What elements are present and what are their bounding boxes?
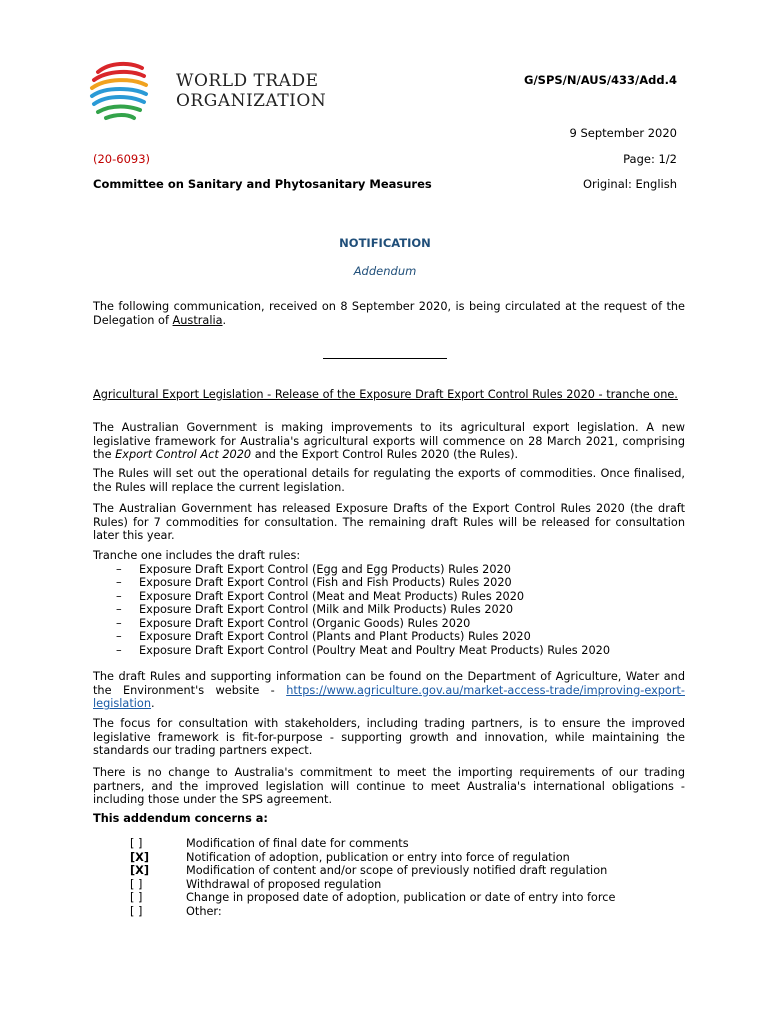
wto-logo-icon	[84, 58, 174, 128]
separator-line	[323, 358, 447, 359]
checklist-item: [ ] Withdrawal of proposed regulation	[130, 877, 382, 891]
page-number: Page: 1/2	[623, 152, 677, 166]
checklist-item: [ ] Other:	[130, 904, 222, 918]
list-item: – Exposure Draft Export Control (Poultry Meat and Poultry Meat Products) Rules 2020	[93, 644, 685, 658]
addendum-subtitle: Addendum	[353, 264, 417, 278]
paragraph-2: The Rules will set out the operational details for regulating the exports of commodities. Once finalised, the Rules will replace the current legislation.	[93, 467, 685, 494]
tranche-intro: Tranche one includes the draft rules:	[93, 549, 301, 562]
checklist-item: [X] Notification of adoption, publication or entry into force of regulation	[130, 850, 570, 864]
concerns-heading: This addendum concerns a:	[93, 812, 268, 825]
list-item: – Exposure Draft Export Control (Organic Goods) Rules 2020	[93, 617, 685, 631]
checklist-item: [ ] Modification of final date for comments	[130, 837, 409, 850]
document-symbol: G/SPS/N/AUS/433/Add.4	[524, 73, 677, 87]
list-item: – Exposure Draft Export Control (Meat and Meat Products) Rules 2020	[93, 590, 685, 604]
org-name-line1: WORLD TRADE	[176, 71, 319, 91]
notification-title: NOTIFICATION	[339, 236, 431, 250]
original-language: Original: English	[582, 177, 677, 191]
country-name: Australia	[172, 313, 223, 327]
checklist-item: [ ] Change in proposed date of adoption, publication or date of entry into force	[130, 891, 616, 904]
paragraph-4: The draft Rules and supporting information can be found on the Department of Agriculture, Water and the Environment's website - https://www.agriculture.gov.au/market-access-trade/improving-export-legislation.	[93, 670, 685, 710]
document-date: 9 September 2020	[569, 126, 677, 140]
agriculture-website-link[interactable]: https://www.agriculture.gov.au/market-access-trade/improving-export-legislation	[93, 683, 685, 710]
paragraph-5: The focus for consultation with stakeholders, including trading partners, is to ensure the improved legislative framework is fit-for-purpose - supporting growth and innovation, while maintaining the standards our trading partners expect.	[93, 717, 685, 757]
intro-paragraph: The following communication, received on 8 September 2020, is being circulated at the request of the Delegation of Australia.	[93, 300, 685, 327]
reference-number: (20-6093)	[93, 152, 151, 166]
paragraph-1: The Australian Government is making improvements to its agricultural export legislation. A new legislative framework for Australia's agricultural exports will commence on 28 March 2021, comprising the Export Control Act 2020 and the Export Control Rules 2020 (the Rules).	[93, 421, 685, 461]
checkbox: [X]	[130, 864, 150, 877]
org-name	[176, 71, 326, 111]
checklist-item: [X] Modification of content and/or scope of previously notified draft regulation	[130, 864, 608, 877]
list-item: – Exposure Draft Export Control (Egg and Egg Products) Rules 2020	[93, 563, 685, 577]
list-item: – Exposure Draft Export Control (Milk and Milk Products) Rules 2020	[93, 603, 685, 617]
tranche-list	[93, 549, 685, 657]
checkbox: [ ]	[130, 904, 143, 918]
checkbox: [X]	[130, 850, 150, 864]
list-item: – Exposure Draft Export Control (Plants and Plant Products) Rules 2020	[93, 630, 685, 644]
subject-heading: Agricultural Export Legislation - Release of the Exposure Draft Export Control Rules 2020 - tranche one.	[93, 388, 678, 401]
checkbox: [ ]	[130, 877, 143, 891]
paragraph-6: There is no change to Australia's commitment to meet the importing requirements of our trading partners, and the improved legislation will continue to meet Australia's international obligations - including those under the SPS agreement.	[93, 766, 685, 806]
list-item: – Exposure Draft Export Control (Fish and Fish Products) Rules 2020	[93, 576, 685, 590]
org-name-line2: ORGANIZATION	[176, 91, 327, 111]
checkbox: [ ]	[130, 891, 143, 904]
concerns-checklist	[130, 837, 615, 918]
paragraph-3: The Australian Government has released Exposure Drafts of the Export Control Rules 2020 (the draft Rules) for 7 commodities for consultation. The remaining draft Rules will be released for consultation later this year.	[93, 502, 685, 542]
checkbox: [ ]	[130, 837, 143, 850]
committee-name: Committee on Sanitary and Phytosanitary Measures	[93, 177, 432, 191]
